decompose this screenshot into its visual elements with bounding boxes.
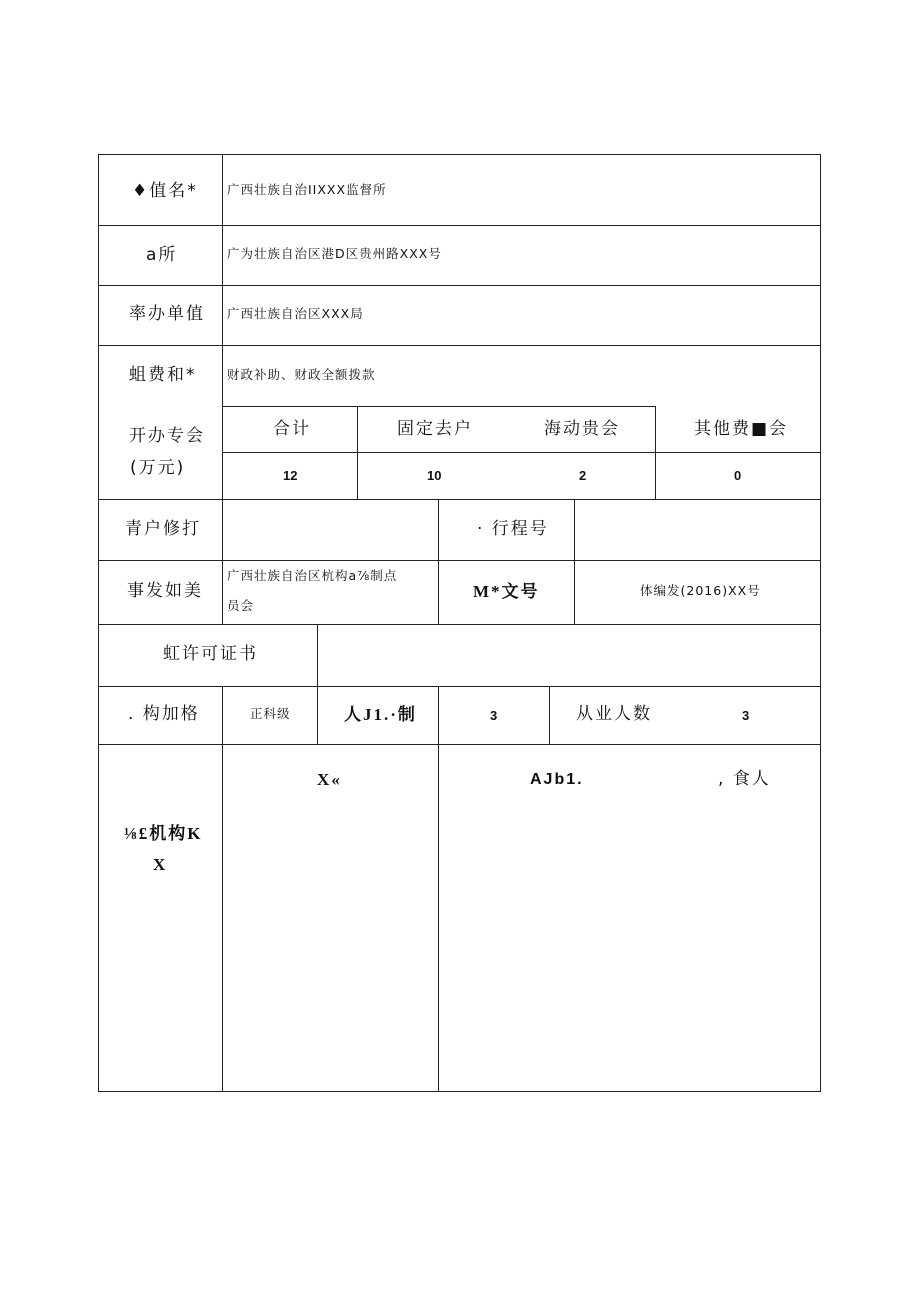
level-divider-1	[438, 686, 439, 745]
unit-level-label: . 构加格	[128, 704, 200, 724]
divider-startup-headers	[222, 452, 821, 453]
sponsor-label: 率办单值	[129, 304, 205, 324]
approval-authority-value-line2: 员会	[227, 598, 255, 613]
funding-label: 蛆费和*	[129, 365, 197, 385]
unit-level-value: 正科级	[250, 706, 291, 721]
divider-row5	[98, 499, 821, 500]
approval-document-value: 体编发(2016)XX号	[640, 583, 761, 598]
startup-value-working-capital: 2	[579, 468, 587, 483]
middle-divider-rows6-7	[438, 499, 439, 625]
approval-authority-label: 事发如美	[127, 581, 203, 601]
startup-value-total: 12	[283, 468, 298, 483]
internal-col3-header: , 食人	[718, 769, 771, 789]
internal-divider	[438, 744, 439, 1092]
account-label: 青户修打	[125, 519, 201, 539]
startup-header-other-funds: 其他费■会	[694, 419, 789, 439]
border-right	[820, 154, 821, 1092]
divider-row2	[98, 285, 821, 286]
divider-row1	[98, 225, 821, 226]
divider-row8	[98, 686, 821, 687]
license-label: 虹许可证书	[163, 644, 258, 664]
internal-departments-label-line2: X	[153, 855, 168, 874]
divider-row3	[98, 345, 821, 346]
startup-header-working-capital: 海动贵会	[544, 419, 620, 439]
license-divider	[317, 624, 318, 745]
level-divider-2	[549, 686, 550, 745]
employees-value: 3	[742, 708, 750, 723]
internal-col2-header: AJb1.	[530, 771, 584, 788]
approval-authority-value-line1: 广西壮族自治区杭构a⅞制点	[227, 568, 398, 583]
unit-name-label: ♦值名*	[132, 181, 198, 201]
startup-funds-label: 开办专会	[129, 426, 205, 446]
internal-departments-label: ⅛£机构K	[124, 824, 203, 843]
employees-label: 从业人数	[576, 704, 652, 724]
staffing-value: 3	[490, 708, 498, 723]
label-column-divider-bottom	[222, 686, 223, 1092]
divider-row6	[98, 560, 821, 561]
bank-label: · 行程号	[477, 519, 549, 539]
divider-row7	[98, 624, 821, 625]
funding-value: 财政补助、财政全额拨款	[227, 367, 376, 382]
divider-row9	[98, 744, 821, 745]
sponsor-value: 广西壮族自治区XXX局	[227, 306, 364, 321]
startup-value-fixed-assets: 10	[427, 468, 442, 483]
startup-divider-1	[357, 406, 358, 500]
right-divider-rows6-7	[574, 499, 575, 625]
staffing-label: 人J1.·制	[344, 705, 417, 724]
internal-col1-header: X«	[317, 770, 342, 789]
divider-funding	[222, 406, 656, 407]
border-bottom	[98, 1091, 821, 1092]
address-value: 广为壮族自治区港D区贵州路XXX号	[227, 246, 442, 261]
startup-header-total: 合计	[273, 419, 311, 439]
address-label: a所	[146, 245, 178, 265]
border-left	[98, 154, 99, 1092]
unit-name-value: 广西壮族自治IIXXX监督所	[227, 182, 387, 197]
startup-divider-2	[655, 406, 656, 500]
approval-document-label: M*文号	[473, 582, 540, 601]
startup-value-other-funds: 0	[734, 468, 742, 483]
label-column-divider-top	[222, 154, 223, 625]
startup-header-fixed-assets: 固定去户	[397, 419, 473, 439]
border-top	[98, 154, 821, 155]
startup-funds-unit: (万元)	[130, 458, 186, 478]
